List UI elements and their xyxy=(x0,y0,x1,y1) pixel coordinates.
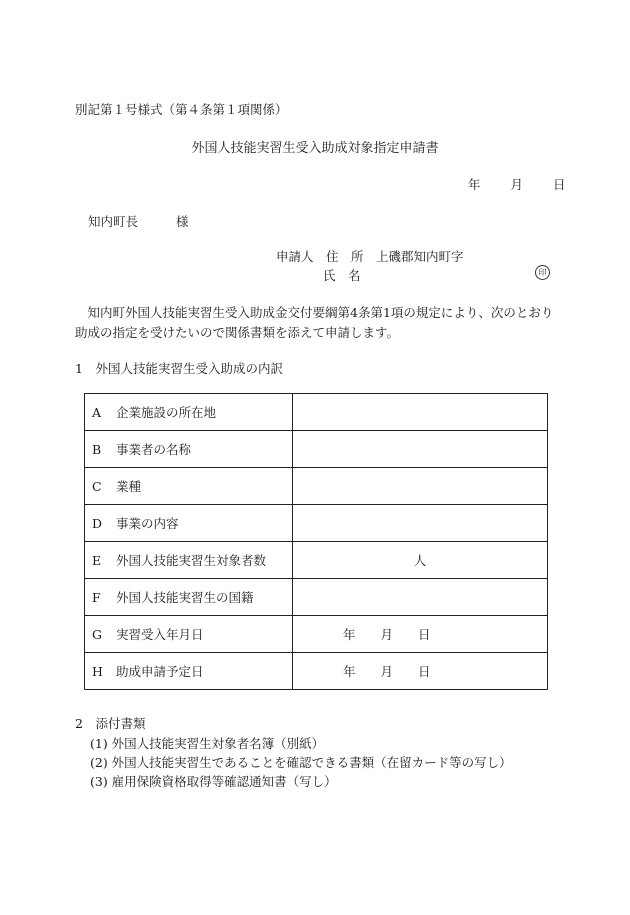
row-letter: H xyxy=(92,664,103,679)
row-label-text: 外国人技能実習生の国籍 xyxy=(116,590,254,605)
date-placeholder: 年 月 日 xyxy=(343,627,431,642)
addressee-honorific: 様 xyxy=(176,214,189,229)
row-value-field[interactable] xyxy=(293,468,548,505)
table-row xyxy=(85,431,548,468)
addressee xyxy=(88,212,189,230)
date-month: 月 xyxy=(510,177,524,192)
attachment-item: (3) 雇用保険資格取得等確認通知書（写し） xyxy=(90,774,337,789)
row-letter: D xyxy=(92,516,103,531)
breakdown-table xyxy=(84,393,548,690)
row-value-field[interactable] xyxy=(293,653,548,690)
form-reference: 別記第１号様式（第４条第１項関係） xyxy=(75,102,288,117)
section1-heading: 1 外国人技能実習生受入助成の内訳 xyxy=(75,361,283,376)
table-row xyxy=(85,616,548,653)
row-label-text: 業種 xyxy=(116,479,142,494)
table-row xyxy=(85,579,548,616)
row-label-text: 事業の内容 xyxy=(116,516,179,531)
date-line xyxy=(468,175,566,193)
row-label xyxy=(85,505,293,542)
row-value-field[interactable] xyxy=(293,616,548,653)
row-label xyxy=(85,394,293,431)
document-title: 外国人技能実習生受入助成対象指定申請書 xyxy=(191,141,439,156)
count-unit: 人 xyxy=(413,553,427,568)
row-label xyxy=(85,542,293,579)
table-row xyxy=(85,542,548,579)
table-row xyxy=(85,653,548,690)
row-value-field[interactable] xyxy=(293,579,548,616)
row-label-text: 助成申請予定日 xyxy=(116,664,204,679)
applicant-name-line: 氏 名 xyxy=(323,268,361,283)
attachment-item: (1) 外国人技能実習生対象者名簿（別紙） xyxy=(90,736,325,751)
date-placeholder: 年 月 日 xyxy=(343,664,431,679)
application-statement: 知内町外国人技能実習生受入助成金交付要綱第4条第1項の規定により、次のとおり助成の指定を受けたいので関係書類を添えて申請します。 xyxy=(75,305,554,340)
table-row xyxy=(85,505,548,542)
table-row xyxy=(85,468,548,505)
row-letter: G xyxy=(92,627,102,642)
row-letter: F xyxy=(92,590,101,605)
row-letter: B xyxy=(92,442,102,457)
row-label-text: 外国人技能実習生対象者数 xyxy=(116,553,267,568)
row-value-field[interactable] xyxy=(293,542,548,579)
applicant-address-line: 申請人 住 所 上磯郡知内町字 xyxy=(276,249,464,264)
row-label xyxy=(85,431,293,468)
row-label xyxy=(85,579,293,616)
row-label-text: 実習受入年月日 xyxy=(116,627,204,642)
row-label xyxy=(85,616,293,653)
row-value-field[interactable] xyxy=(293,505,548,542)
section2-heading: 2 添付書類 xyxy=(75,716,146,731)
row-label-text: 事業者の名称 xyxy=(116,442,192,457)
date-day: 日 xyxy=(553,177,566,192)
attachment-item: (2) 外国人技能実習生であることを確認できる書類（在留カード等の写し） xyxy=(90,755,512,770)
seal-mark: 印 xyxy=(535,265,550,280)
row-letter: E xyxy=(92,553,102,568)
row-letter: C xyxy=(92,479,102,494)
row-letter: A xyxy=(92,405,102,420)
table-row xyxy=(85,394,548,431)
row-label xyxy=(85,468,293,505)
row-label xyxy=(85,653,293,690)
row-value-field[interactable] xyxy=(293,394,548,431)
date-year: 年 xyxy=(468,177,481,192)
row-value-field[interactable] xyxy=(293,431,548,468)
row-label-text: 企業施設の所在地 xyxy=(116,405,217,420)
addressee-name: 知内町長 xyxy=(88,214,139,229)
